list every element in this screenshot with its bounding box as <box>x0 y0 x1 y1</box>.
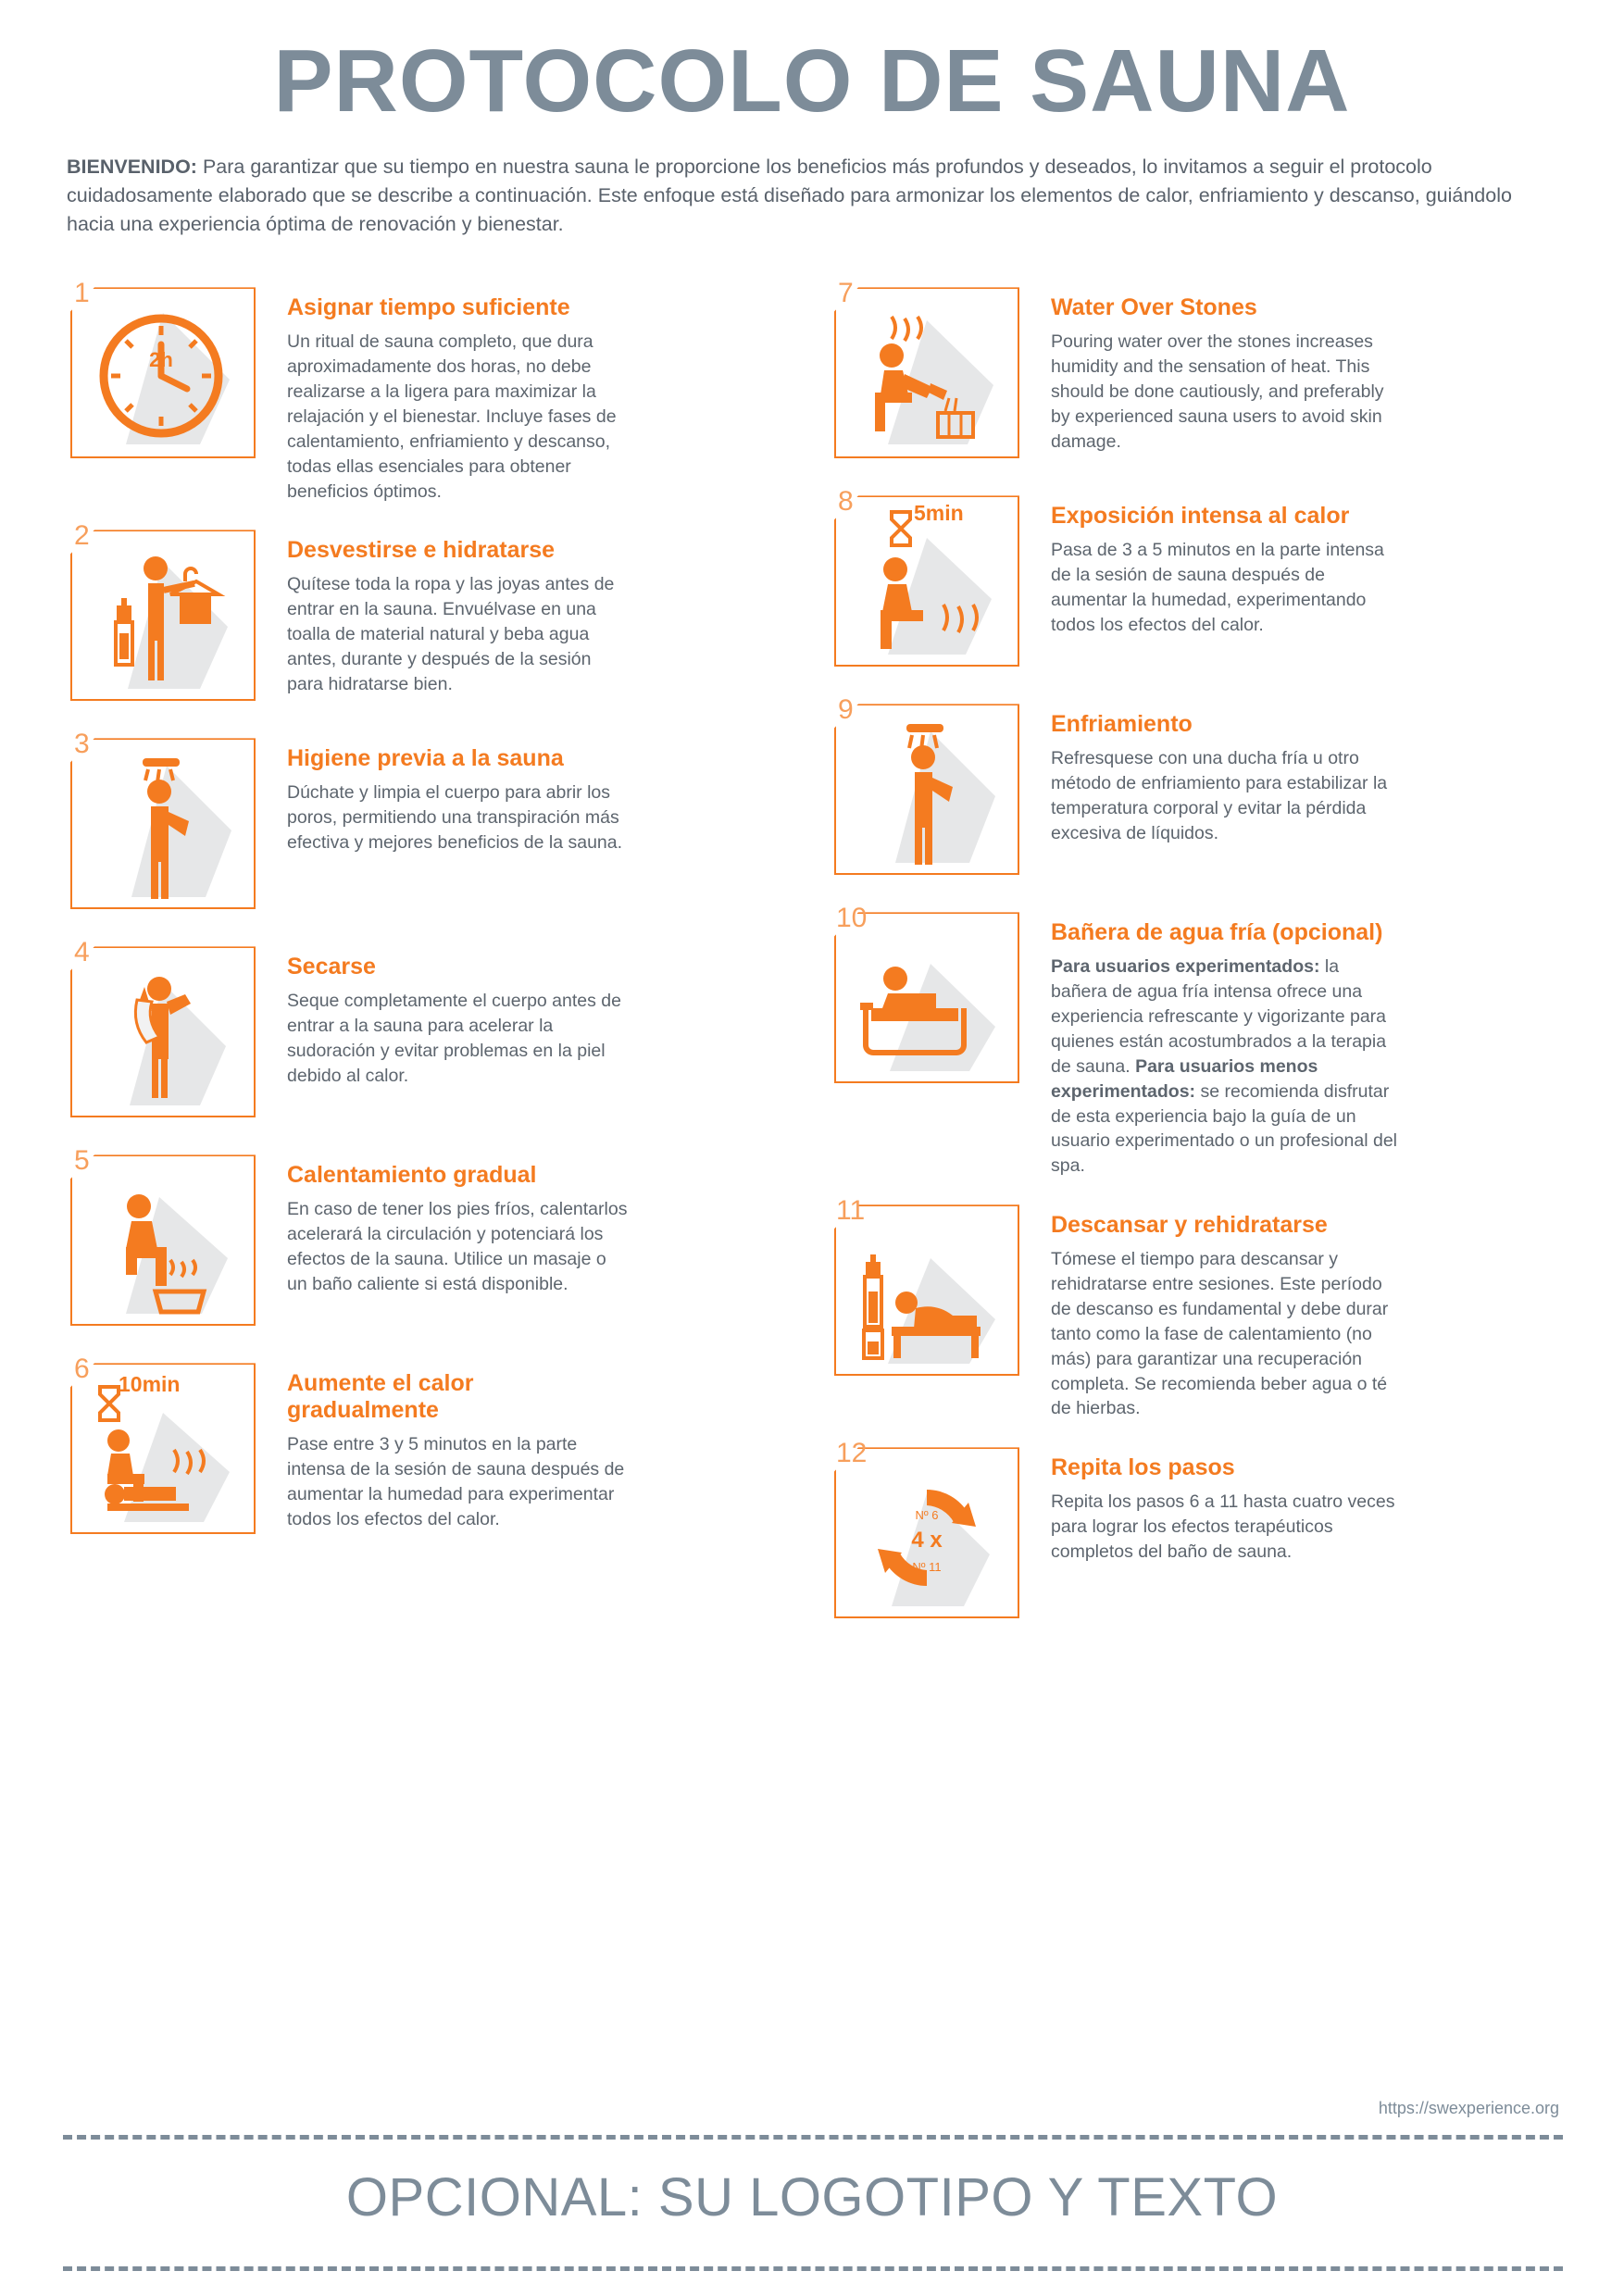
step-text <box>1047 479 1398 637</box>
step-title: Asignar tiempo suficiente <box>287 294 570 321</box>
shower-icon <box>70 738 256 909</box>
step-item <box>825 1188 1563 1421</box>
water-over-stones-icon <box>834 287 1019 458</box>
step-body: Pasa de 3 a 5 minutos en la parte intensa de la sesión de sauna después de aumentar la humedad, experimentando todos los efectos del calor. <box>1051 540 1384 635</box>
step-body: Quítese toda la ropa y las joyas antes de entrar en la sauna. Envuélvase en una toalla de material natural y beba agua antes, durante y después de la sesión para hidratarse bien. <box>287 574 615 694</box>
step-body: En caso de tener los pies fríos, calentarlos acelerará la circulación y potenciará los efectos de la sauna. Utilice un masaje o un baño caliente si está disponible. <box>287 1199 628 1294</box>
step-icon-container <box>825 270 1047 469</box>
step-number: 4 <box>74 937 90 968</box>
footer-optional-text: OPCIONAL: SU LOGOTIPO Y TEXTO <box>345 2167 1279 2227</box>
step-body: Seque completamente el cuerpo antes de entrar a la sauna para acelerar la sudoración y evitar problemas en la piel debido al calor. <box>287 991 621 1086</box>
step-text <box>1047 1188 1398 1421</box>
svg-text:2h: 2h <box>149 348 173 372</box>
step-item <box>825 270 1563 469</box>
clock-icon <box>70 287 256 458</box>
footer-divider-bottom <box>63 2266 1563 2271</box>
step-title: Secarse <box>287 954 376 980</box>
step-title: Desvestirse e hidratarse <box>287 537 556 564</box>
steps-column-right <box>825 270 1563 1639</box>
step-icon-container <box>61 1346 283 1545</box>
step-number: 5 <box>74 1145 90 1177</box>
step-text <box>283 930 630 1088</box>
step-icon-container <box>61 721 283 920</box>
step-number: 7 <box>838 278 854 309</box>
step-body <box>1051 955 1398 1179</box>
step-title: Descansar y rehidratarse <box>1051 1212 1328 1239</box>
step-body: Tómese el tiempo para descansar y rehidratarse entre sesiones. Este período de descanso es fundamental y debe durar tanto como la fase de calentamiento (no más) para garantizar una recuperación completa. Se recomienda beber agua o té de hierbas. <box>1051 1248 1389 1419</box>
step-text <box>283 1346 630 1531</box>
svg-text:4 x: 4 x <box>911 1528 943 1554</box>
badge-5min: 5min <box>914 501 964 526</box>
step-title: Enfriamiento <box>1051 711 1193 738</box>
step-text <box>1047 687 1398 845</box>
cold-shower-icon <box>834 704 1019 875</box>
intro-text: Para garantizar que su tiempo en nuestra sauna le proporcione los beneficios más profundos y deseados, lo invitamos a seguir el protocolo cuidadosamente elaborado que se describe a continuación. Este enfoque está diseñado para armonizar los elementos de calor, enfriamiento y descanso, guiándolo hacia una experiencia óptima de renovación y bienestar. <box>67 155 1512 236</box>
step-body: Dúchate y limpia el cuerpo para abrir los poros, permitiendo una transpiración más efectiva y mejores beneficios de la sauna. <box>287 782 623 853</box>
step-icon-container <box>61 1138 283 1337</box>
steps-grid <box>61 270 1563 1639</box>
step-item <box>61 513 799 712</box>
repeat-cycle-icon <box>834 1447 1019 1618</box>
step-number: 2 <box>74 520 90 552</box>
step-body-text-1: la bañera de agua fría intensa ofrece una experiencia refrescante y vigorizante para quienes están acostumbrados a la terapia de sauna. <box>1051 956 1387 1077</box>
step-text <box>283 1138 630 1296</box>
towel-dry-icon <box>70 946 256 1117</box>
step-item <box>825 1430 1563 1629</box>
step-text <box>1047 895 1398 1179</box>
step-number: 1 <box>74 278 90 309</box>
step-text <box>283 513 630 696</box>
step-number: 11 <box>836 1195 866 1227</box>
step-item <box>825 687 1563 886</box>
step-body: Un ritual de sauna completo, que dura aproximadamente dos horas, no debe realizarse a la ligera para maximizar la relajación y el bienestar. Incluye fases de calentamiento, enfriamiento y descanso, todas ellas esenciales para obtener beneficios óptimos. <box>287 331 617 502</box>
step-icon-container <box>825 1430 1047 1629</box>
step-title: Water Over Stones <box>1051 294 1257 321</box>
step-body: Repita los pasos 6 a 11 hasta cuatro veces para lograr los efectos terapéuticos completos del baño de sauna. <box>1051 1491 1395 1562</box>
step-item <box>61 930 799 1129</box>
cold-tub-icon <box>834 912 1019 1083</box>
step-icon-container <box>825 895 1047 1094</box>
steps-column-left <box>61 270 799 1639</box>
step-body-text-2: se recomienda disfrutar de esta experiencia bajo la guía de un usuario experimentado o un profesional del spa. <box>1051 1080 1397 1177</box>
step-text <box>283 270 630 504</box>
step-body: Refresquese con una ducha fría u otro método de enfriamiento para estabilizar la temperatura corporal y evitar la pérdida excesiva de líquidos. <box>1051 748 1388 843</box>
step-icon-container <box>825 1188 1047 1387</box>
step-number: 10 <box>836 903 868 934</box>
step-title: Calentamiento gradual <box>287 1162 537 1189</box>
svg-text:Nº 6: Nº 6 <box>915 1508 939 1523</box>
step-number: 8 <box>838 486 854 518</box>
step-item <box>61 721 799 920</box>
step-text <box>1047 1430 1398 1564</box>
step-number: 3 <box>74 729 90 760</box>
step-icon-container <box>61 930 283 1129</box>
footer-divider-top <box>63 2135 1563 2140</box>
step-item <box>61 270 799 504</box>
step-title: Higiene previa a la sauna <box>287 745 564 772</box>
step-title: Exposición intensa al calor <box>1051 503 1350 530</box>
badge-10min: 10min <box>119 1372 181 1397</box>
step-title: Bañera de agua fría (opcional) <box>1051 919 1383 946</box>
svg-text:Nº 11: Nº 11 <box>912 1560 942 1575</box>
undress-hydrate-icon <box>70 530 256 701</box>
footer-url[interactable]: https://swexperience.org <box>1378 2099 1559 2117</box>
step-item <box>61 1138 799 1337</box>
page-title: PROTOCOLO DE SAUNA <box>273 31 1351 131</box>
intro-paragraph <box>67 153 1557 240</box>
foot-bath-icon <box>70 1154 256 1326</box>
step-body: Pouring water over the stones increases humidity and the sensation of heat. This should be done cautiously, and preferably by experienced sauna users to avoid skin damage. <box>1051 331 1384 452</box>
step-number: 12 <box>836 1438 868 1469</box>
step-icon-container <box>61 270 283 469</box>
step-text <box>1047 270 1398 454</box>
rest-rehydrate-icon <box>834 1204 1019 1376</box>
step-title: Repita los pasos <box>1051 1454 1235 1481</box>
step-body: Pase entre 3 y 5 minutos en la parte intensa de la sesión de sauna después de aumentar la humedad para experimentar todos los efectos del calor. <box>287 1433 625 1529</box>
step-number: 6 <box>74 1354 90 1385</box>
step-body-bold-1: Para usuarios experimentados: <box>1051 956 1320 978</box>
step-icon-container <box>825 479 1047 678</box>
step-item <box>61 1346 799 1545</box>
intro-lead: BIENVENIDO: <box>67 155 197 178</box>
step-icon-container <box>825 687 1047 886</box>
step-icon-container <box>61 513 283 712</box>
step-title: Aumente el calor gradualmente <box>287 1370 474 1424</box>
step-item <box>825 479 1563 678</box>
step-body-bold-2: Para usuarios menos experimentados: <box>1051 1055 1318 1102</box>
step-number: 9 <box>838 694 854 726</box>
step-text <box>283 721 630 855</box>
step-item <box>825 895 1563 1179</box>
